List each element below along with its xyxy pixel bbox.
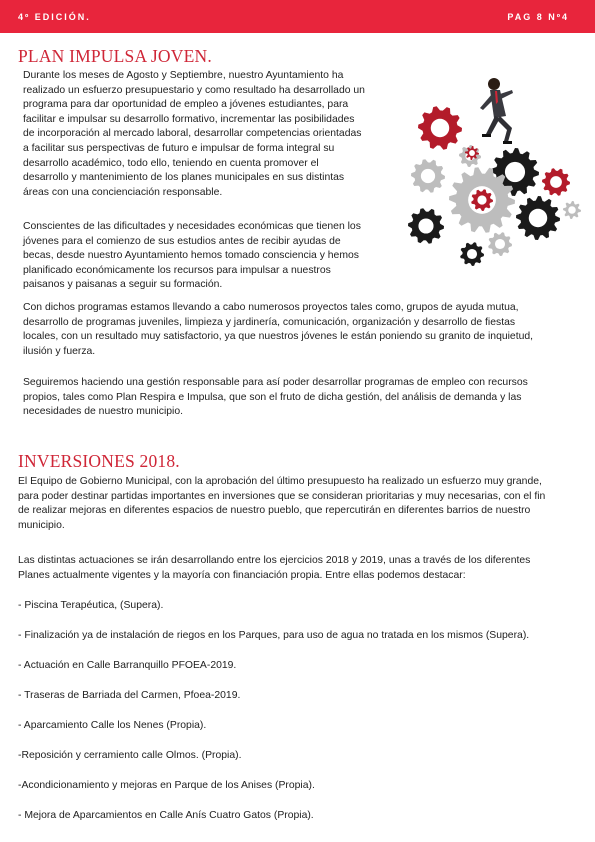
page-number: PAG 8 Nº4 <box>507 12 569 22</box>
text-line: propios, tales como Plan Respira e Impulsa, que son el fruto de dicha gestión, del análisis de demanda y las <box>23 391 522 403</box>
businessman-gears-illustration <box>400 68 592 270</box>
businessman-icon <box>480 78 513 144</box>
investment-list-item: - Traseras de Barriada del Carmen, Pfoea-2019. <box>18 690 241 701</box>
paragraph-inversiones-2 <box>18 554 530 583</box>
paragraph-inversiones-1 <box>18 475 545 533</box>
text-line: programa para dar oportunidad de empleo a jóvenes estudiantes, para <box>23 99 349 111</box>
investment-list-item: -Reposición y cerramiento calle Olmos. (Propia). <box>18 750 242 761</box>
text-line: paisanos y paisanas a seguir su formación. <box>23 279 223 291</box>
text-line: realizado un esfuerzo presupuestario y como resultado ha desarrollado un <box>23 84 365 96</box>
paragraph-plan-4 <box>23 376 528 420</box>
text-line: municipio. <box>18 519 65 531</box>
gear-hole <box>568 206 576 214</box>
text-line: facilitar e impulsar su desarrollo formativo, incrementar las posibilidades <box>23 113 355 125</box>
text-line: ilusión y fuerza. <box>23 345 96 357</box>
text-line: necesidades de nuestro municipio. <box>23 406 183 418</box>
gear-hole <box>529 209 547 227</box>
gear-hole <box>495 239 505 249</box>
gear-hole <box>477 195 486 204</box>
paragraph-plan-2 <box>23 220 361 293</box>
text-line: becas, desde nuestro Ayuntamiento hemos tomado consciencia y hemos <box>23 250 359 262</box>
gear-hole <box>550 176 562 188</box>
text-line: Las distintas actuaciones se irán desarrollando entre los ejercicios 2018 y 2019, unas a través de los diferentes <box>18 555 531 566</box>
gear-hole <box>431 119 449 137</box>
gear-hole <box>505 162 525 182</box>
text-line: áreas con una concienciación responsable. <box>23 186 223 198</box>
investment-list-item: -Acondicionamiento y mejoras en Parque de los Anises (Propia). <box>18 780 315 791</box>
text-line: Planes actualmente vigentes y la mayoría con financiación propia. Entre ellas podemos destacar: <box>18 569 466 581</box>
text-line: Durante los meses de Agosto y Septiembre, nuestro Ayuntamiento ha <box>23 70 344 81</box>
investment-list-item: - Mejora de Aparcamientos en Calle Anís Cuatro Gatos (Propia). <box>18 810 314 821</box>
text-line: desarrollo académico, todo ello, teniendo en cuenta promover el <box>23 157 319 169</box>
text-line: de realizar mejoras en diferentes espacios de nuestro pueblo, que repercutirán en diferentes barrios de nuestro <box>18 505 531 517</box>
gear-hole <box>421 169 435 183</box>
gear-hole <box>418 218 433 233</box>
edition-label: 4º EDICIÓN. <box>18 12 91 22</box>
investment-list-item: - Finalización ya de instalación de riegos en los Parques, para uso de agua no tratada en los mismos (Supera). <box>18 630 530 641</box>
text-line: jóvenes para el comienzo de sus estudios antes de recibir ayudas de <box>23 235 341 247</box>
paragraph-plan-3 <box>23 301 533 359</box>
gear-hole <box>469 150 475 156</box>
investment-list-item: - Piscina Terapéutica, (Supera). <box>18 600 164 611</box>
gear-hole <box>467 249 477 259</box>
text-line: planificado económicamente los recursos para impulsar a nuestros <box>23 264 331 276</box>
text-line: Conscientes de las dificultades y necesidades económicas que tienen los <box>23 221 361 232</box>
text-line: desarrollo y mantenimiento de los planes municipales en sus distintas <box>23 172 345 184</box>
paragraph-plan-1 <box>23 69 365 200</box>
text-line: El Equipo de Gobierno Municipal, con la aprobación del último presupuesto ha realizado un esfuerzo muy grande, <box>18 476 542 487</box>
text-line: para poder destinar partidas importantes en inversiones que se consideran prioritarias y muy necesarias, con el fin <box>18 490 546 502</box>
text-line: de incorporación al mercado laboral, desarrollar competencias orientadas <box>23 128 362 140</box>
text-line: desarrollo de programas juveniles, limpieza y jardinería, comunicación, organización y desarrollo de fiestas <box>23 316 516 328</box>
section-title-plan-impulsa: PLAN IMPULSA JOVEN. <box>18 46 212 66</box>
gears-icon <box>408 106 581 266</box>
text-line: Seguiremos haciendo una gestión responsable para así poder desarrollar programas de empleo con recursos <box>23 377 528 388</box>
text-line: locales, con un resultado muy satisfactorio, ya que nuestros jóvenes le están poniendo su granito de inquietud, <box>23 331 534 343</box>
investment-list-item: - Aparcamiento Calle los Nenes (Propia). <box>18 720 207 731</box>
text-line: Con dichos programas estamos llevando a cabo numerosos proyectos tales como, grupos de ayuda mutua, <box>23 302 519 313</box>
header-bar <box>0 0 595 33</box>
section-title-inversiones: INVERSIONES 2018. <box>18 451 180 471</box>
text-line: a facilitar sus perspectivas de futuro e impulsar de forma integral su <box>23 142 335 154</box>
investment-list-item: - Actuación en Calle Barranquillo PFOEA-2019. <box>18 660 237 671</box>
